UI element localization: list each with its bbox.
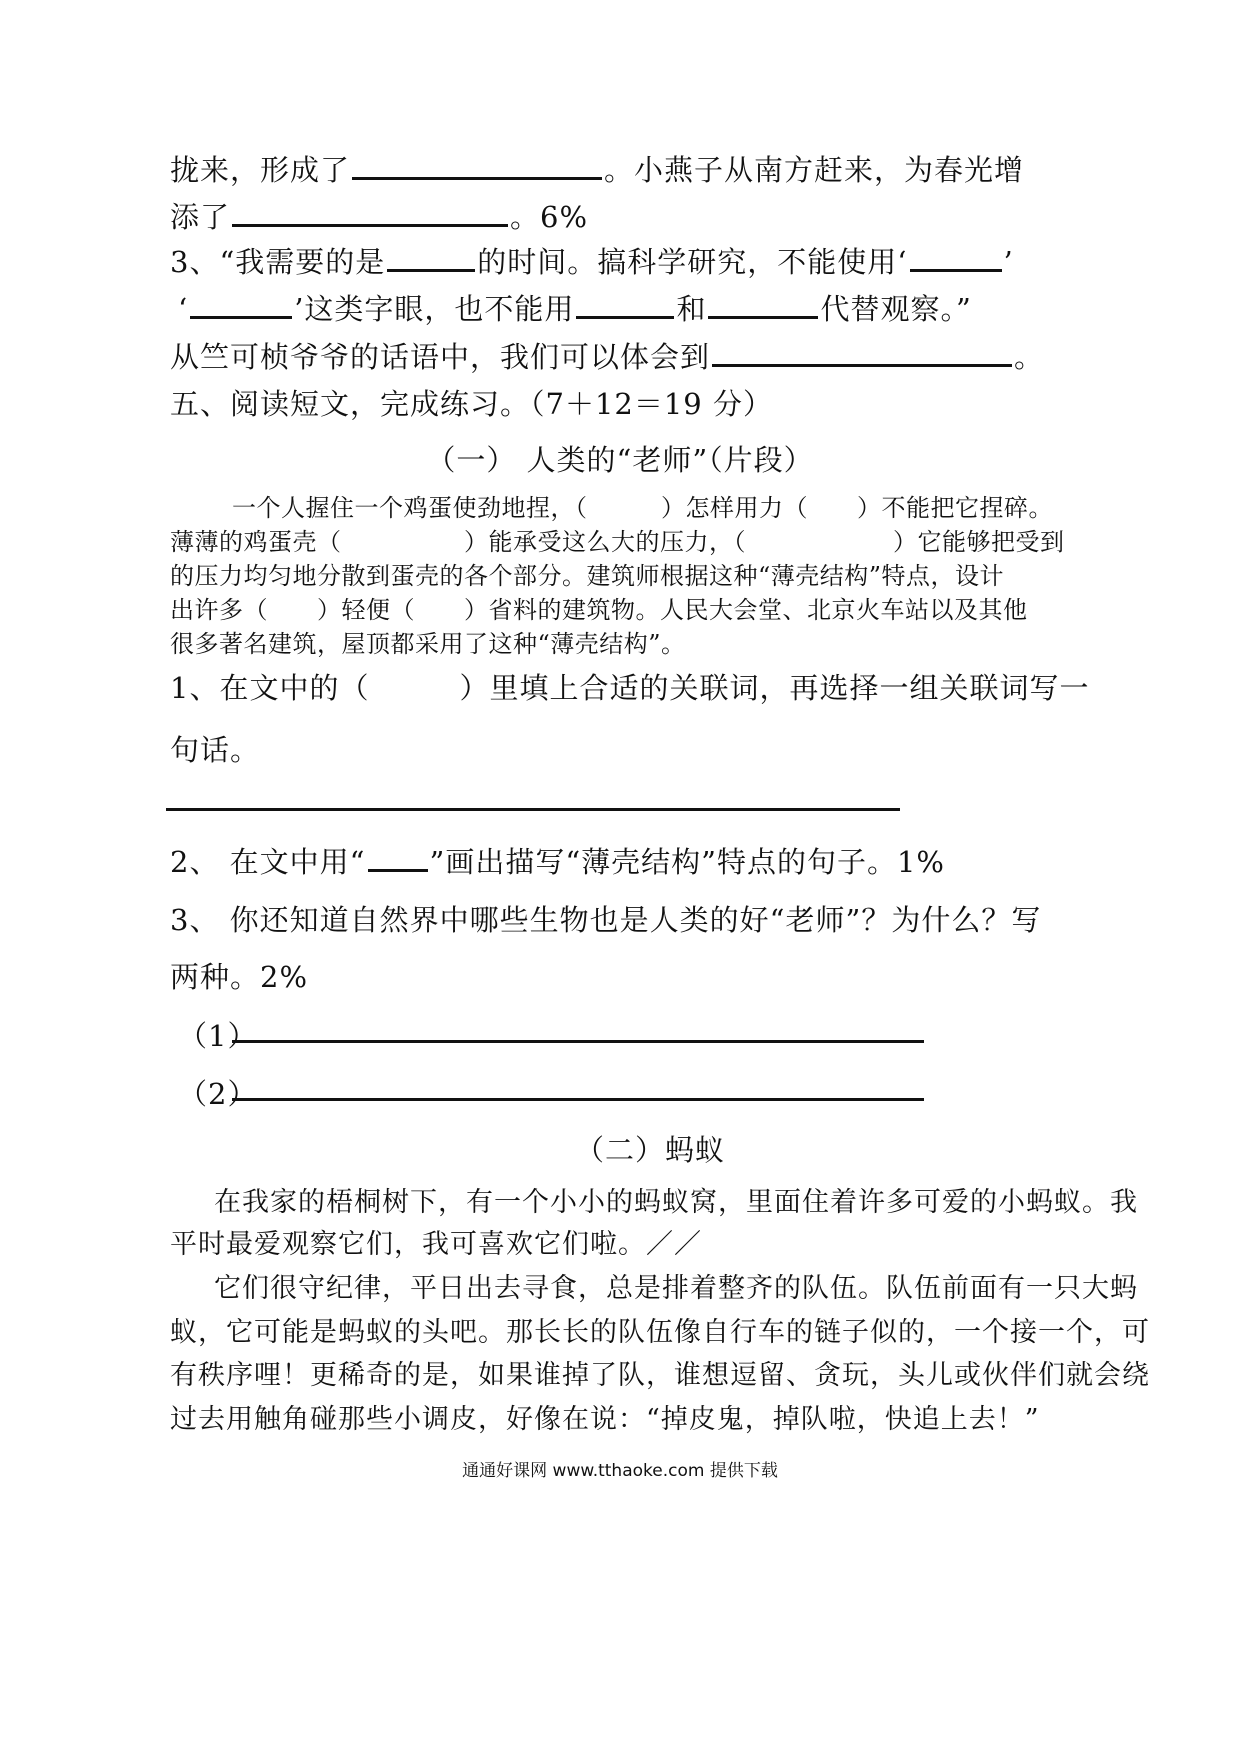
text: 添了: [170, 200, 231, 234]
passage-2-line: 在我家的梧桐树下，有一个小小的蚂蚁窝，里面住着许多可爱的小蚂蚁。我: [214, 1187, 1138, 1218]
answer-line-1[interactable]: [232, 1040, 924, 1043]
blank-line[interactable]: [910, 249, 1002, 272]
answer-2-label: （2）: [178, 1077, 258, 1111]
passage-2-line: 平时最爱观察它们，我可喜欢它们啦。／／: [170, 1229, 702, 1260]
q3-line-3: [170, 335, 1044, 376]
question-2: [170, 840, 945, 881]
blank-line[interactable]: [387, 249, 475, 272]
question-1-line-1: 1、在文中的（ ）里填上合适的关联词，再选择一组关联词写一: [170, 671, 1090, 705]
question-3-line-2: 两种。2%: [170, 960, 309, 994]
passage-1-line: 出许多（ ）轻便（ ）省料的建筑物。人民大会堂、北京火车站以及其他: [170, 596, 1028, 624]
blank-line[interactable]: [708, 296, 818, 319]
underline-sample: [368, 849, 428, 872]
text: 。小燕子从南方赶来，为春光增: [604, 153, 1025, 187]
text: 。: [1014, 340, 1045, 374]
blank-line[interactable]: [712, 344, 1012, 367]
question-3-line-1: 3、 你还知道自然界中哪些生物也是人类的好“老师”？为什么？写: [170, 903, 1042, 937]
blank-line[interactable]: [190, 296, 292, 319]
text: 2、 在文中用“: [170, 845, 366, 879]
blank-line[interactable]: [232, 204, 508, 227]
passage-2-line: 它们很守纪律，平日出去寻食，总是排着整齐的队伍。队伍前面有一只大蚂: [214, 1273, 1138, 1304]
text: 3、“我需要的是: [170, 245, 386, 279]
answer-line[interactable]: [166, 808, 900, 811]
q3-line-2: [178, 287, 972, 328]
text: 拢来，形成了: [170, 153, 351, 187]
text: ’: [1003, 245, 1014, 279]
passage-2-line: 有秩序哩！更稀奇的是，如果谁掉了队，谁想逗留、贪玩，头儿或伙伴们就会绕: [170, 1360, 1150, 1391]
section-heading: 五、阅读短文，完成练习。（7＋12＝19 分）: [170, 387, 773, 421]
text: ’这类字眼，也不能用: [294, 292, 575, 326]
passage-1-line: 的压力均匀地分散到蛋壳的各个部分。建筑师根据这种“薄壳结构”特点，设计: [170, 562, 1005, 590]
text: ”画出描写“薄壳结构”特点的句子。1%: [429, 845, 945, 879]
question-1-line-2: 句话。: [170, 733, 261, 767]
passage-2-line: 蚁，它可能是蚂蚁的头吧。那长长的队伍像自行车的链子似的，一个接一个，可: [170, 1317, 1150, 1348]
text: ‘: [178, 292, 189, 326]
passage-1-line: 薄薄的鸡蛋壳（ ）能承受这么大的压力，（ ）它能够把受到: [170, 528, 1065, 556]
q3-line-1: [170, 240, 1014, 281]
text: 的时间。搞科学研究，不能使用‘: [477, 245, 908, 279]
passage-2-title: （二）蚂蚁: [574, 1133, 725, 1167]
passage-1-line: 很多著名建筑，屋顶都采用了这种“薄壳结构”。: [170, 630, 686, 658]
passage-2-line: 过去用触角碰那些小调皮，好像在说：“掉皮鬼，掉队啦，快追上去！”: [170, 1404, 1040, 1435]
passage-1-title: （一） 人类的“老师”（片段）: [426, 443, 814, 477]
text: 和: [676, 292, 707, 326]
q2-line-1: [170, 148, 1024, 189]
blank-line[interactable]: [352, 157, 602, 180]
q2-line-2: [170, 195, 588, 236]
text: 代替观察。”: [820, 292, 972, 326]
text: 从竺可桢爷爷的话语中，我们可以体会到: [170, 340, 711, 374]
blank-line[interactable]: [576, 296, 674, 319]
answer-line-2[interactable]: [232, 1098, 924, 1101]
answer-1-label: （1）: [178, 1019, 258, 1053]
passage-1-line: 一个人握住一个鸡蛋使劲地捏，（ ）怎样用力（ ）不能把它捏碎。: [232, 494, 1053, 522]
footer-credit: 通通好课网 www.tthaoke.com 提供下载: [462, 1461, 778, 1481]
text: 。6%: [510, 200, 589, 234]
